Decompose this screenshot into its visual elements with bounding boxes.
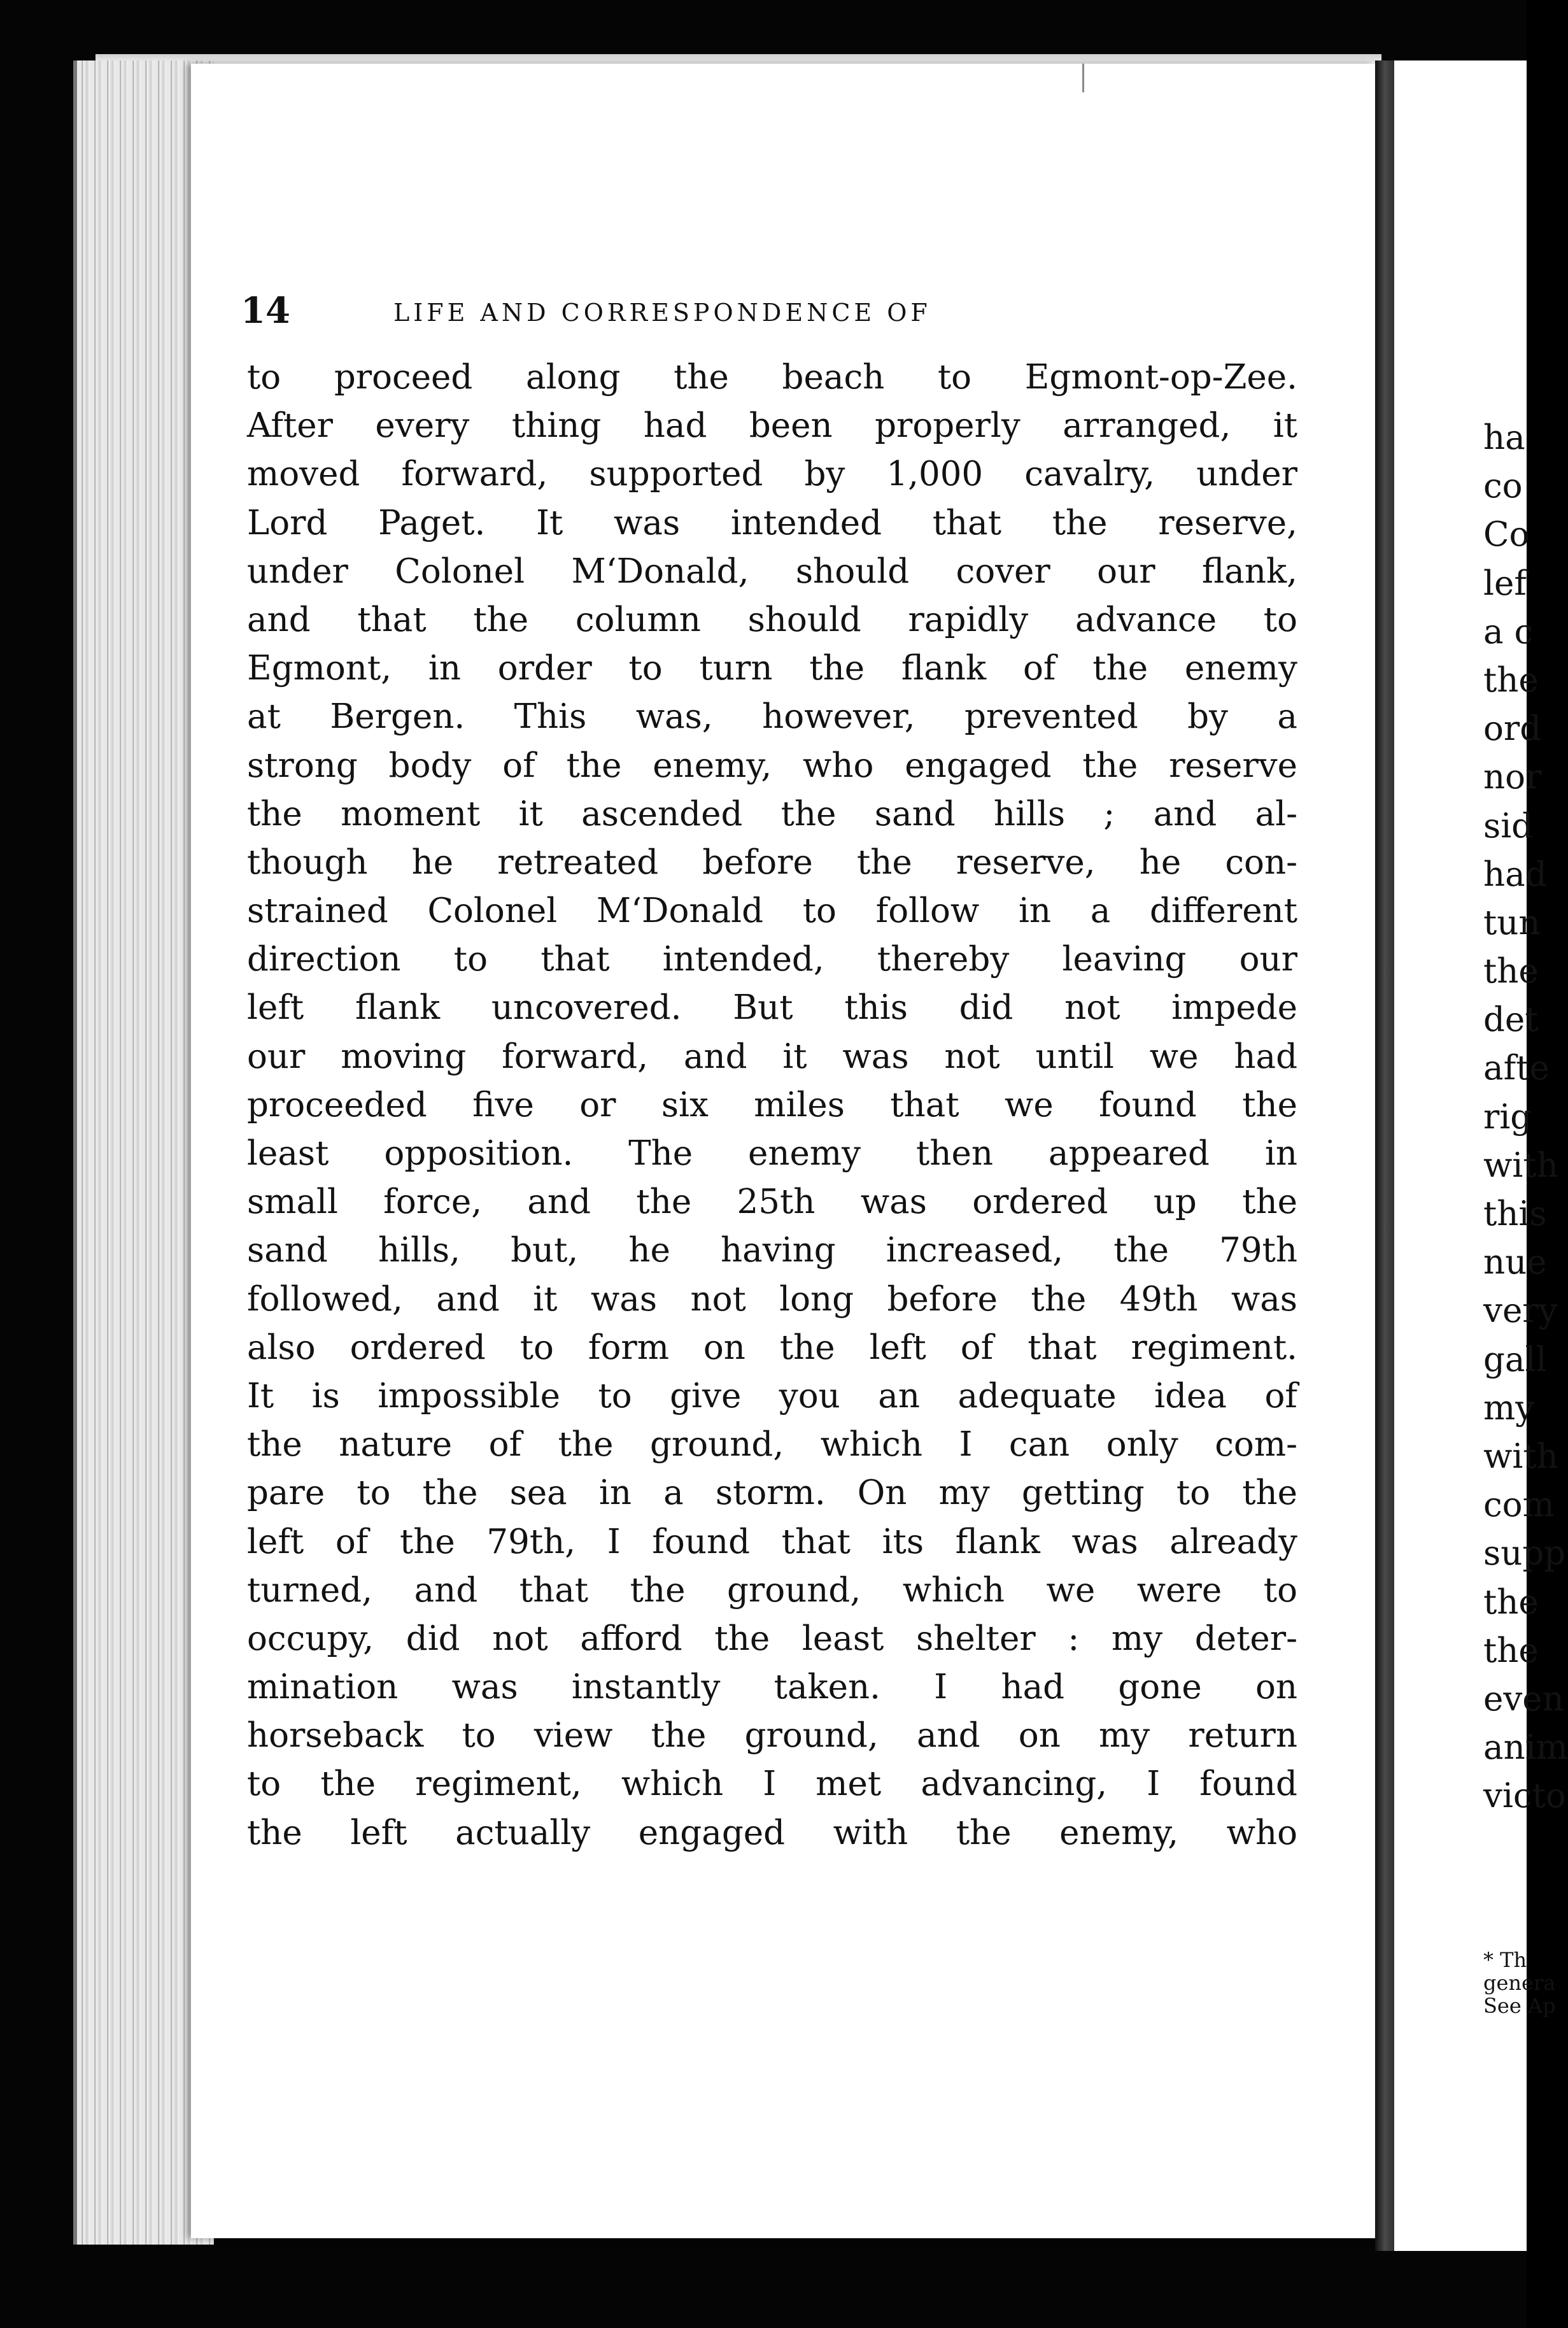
facing-text-line: ord [1483,709,1542,749]
facing-text-line: tun [1483,903,1541,942]
text-line: to the regiment, which I met advancing, I found [247,1764,1297,1804]
facing-text-line: had [1483,855,1547,894]
text-line: turned, and that the ground, which we were to [247,1570,1297,1610]
running-head: LIFE AND CORRESPONDENCE OF [393,299,931,327]
body-text [247,353,1297,1857]
text-line: the nature of the ground, which I can only com- [247,1425,1297,1465]
page-crease [1082,64,1084,92]
facing-text-line: co [1483,467,1523,506]
facing-text-line: the [1483,660,1539,700]
text-line: under Colonel M‘Donald, should cover our flank, [247,551,1297,591]
text-line: the left actually engaged with the enemy, who [247,1813,1297,1852]
facing-text-line: ha [1483,418,1525,457]
facing-text-line: sid [1483,806,1534,846]
facing-text-line: very [1483,1291,1558,1331]
text-line: moved forward, supported by 1,000 cavalry, under [247,455,1297,494]
text-line: though he retreated before the reserve, he con- [247,842,1297,882]
facing-text-line: gall [1483,1340,1547,1379]
page-header [241,290,1145,341]
facing-text-line: the [1483,952,1539,991]
text-line: followed, and it was not long before the 49th was [247,1279,1297,1319]
facing-footnote-line: * Th [1483,1948,1527,1972]
facing-text-line: with [1483,1437,1558,1476]
text-line: occupy, did not afford the least shelter : my deter- [247,1619,1297,1658]
text-line: also ordered to form on the left of that regiment. [247,1328,1297,1367]
facing-text-line: Co [1483,515,1530,555]
text-line: and that the column should rapidly advance to [247,600,1297,639]
facing-text-line: anim [1483,1728,1568,1768]
text-line: at Bergen. This was, however, prevented by a [247,697,1297,737]
text-line: sand hills, but, he having increased, the 79th [247,1231,1297,1270]
facing-text-line: com [1483,1486,1555,1525]
facing-text-line: victo [1483,1777,1566,1816]
text-line: left of the 79th, I found that its flank was already [247,1522,1297,1561]
facing-text-line: this [1483,1195,1547,1233]
text-line: Egmont, in order to turn the flank of the enemy [247,649,1297,688]
text-line: mination was instantly taken. I had gone on [247,1668,1297,1707]
facing-text-line: my [1483,1388,1535,1428]
text-line: proceeded five or six miles that we found the [247,1085,1297,1125]
facing-page [1394,60,1568,2251]
facing-text-line: det [1483,1000,1539,1040]
facing-page-text [1483,414,1568,1821]
facing-text-line: lef [1483,564,1527,603]
facing-text-line: a c [1483,612,1534,651]
text-line: the moment it ascended the sand hills ; and al- [247,794,1297,834]
page-number: 14 [241,290,290,332]
facing-text-line: nor [1483,758,1542,797]
facing-footnote-line: genera [1483,1971,1556,1995]
text-line: our moving forward, and it was not until we had [247,1037,1297,1076]
text-line: Lord Paget. It was intended that the reserve, [247,503,1297,543]
text-line: small force, and the 25th was ordered up the [247,1182,1297,1222]
text-line: to proceed along the beach to Egmont-op-Zee. [247,358,1297,397]
text-line: left flank uncovered. But this did not impede [247,988,1297,1028]
text-line: strained Colonel M‘Donald to follow in a different [247,891,1297,931]
text-line: After every thing had been properly arranged, it [247,406,1297,446]
facing-text-line: afte [1483,1049,1550,1088]
text-line: direction to that intended, thereby leaving our [247,940,1297,979]
facing-page-footnote [1483,1948,1556,2017]
text-line: horseback to view the ground, and on my return [247,1716,1297,1756]
facing-text-line: rig [1483,1097,1532,1137]
facing-footnote-line: See Ap [1483,1994,1556,2018]
facing-text-line: nue [1483,1243,1547,1282]
facing-text-line: even [1483,1679,1564,1719]
text-line: least opposition. The enemy then appeared in [247,1134,1297,1173]
facing-text-line: with [1483,1146,1558,1185]
facing-text-line: the [1483,1582,1539,1622]
text-line: It is impossible to give you an adequate idea of [247,1376,1297,1416]
facing-text-line: the [1483,1631,1539,1670]
text-line: strong body of the enemy, who engaged the reserve [247,746,1297,785]
text-line: pare to the sea in a storm. On my getting to the [247,1473,1297,1513]
facing-text-line: supp [1483,1534,1566,1573]
